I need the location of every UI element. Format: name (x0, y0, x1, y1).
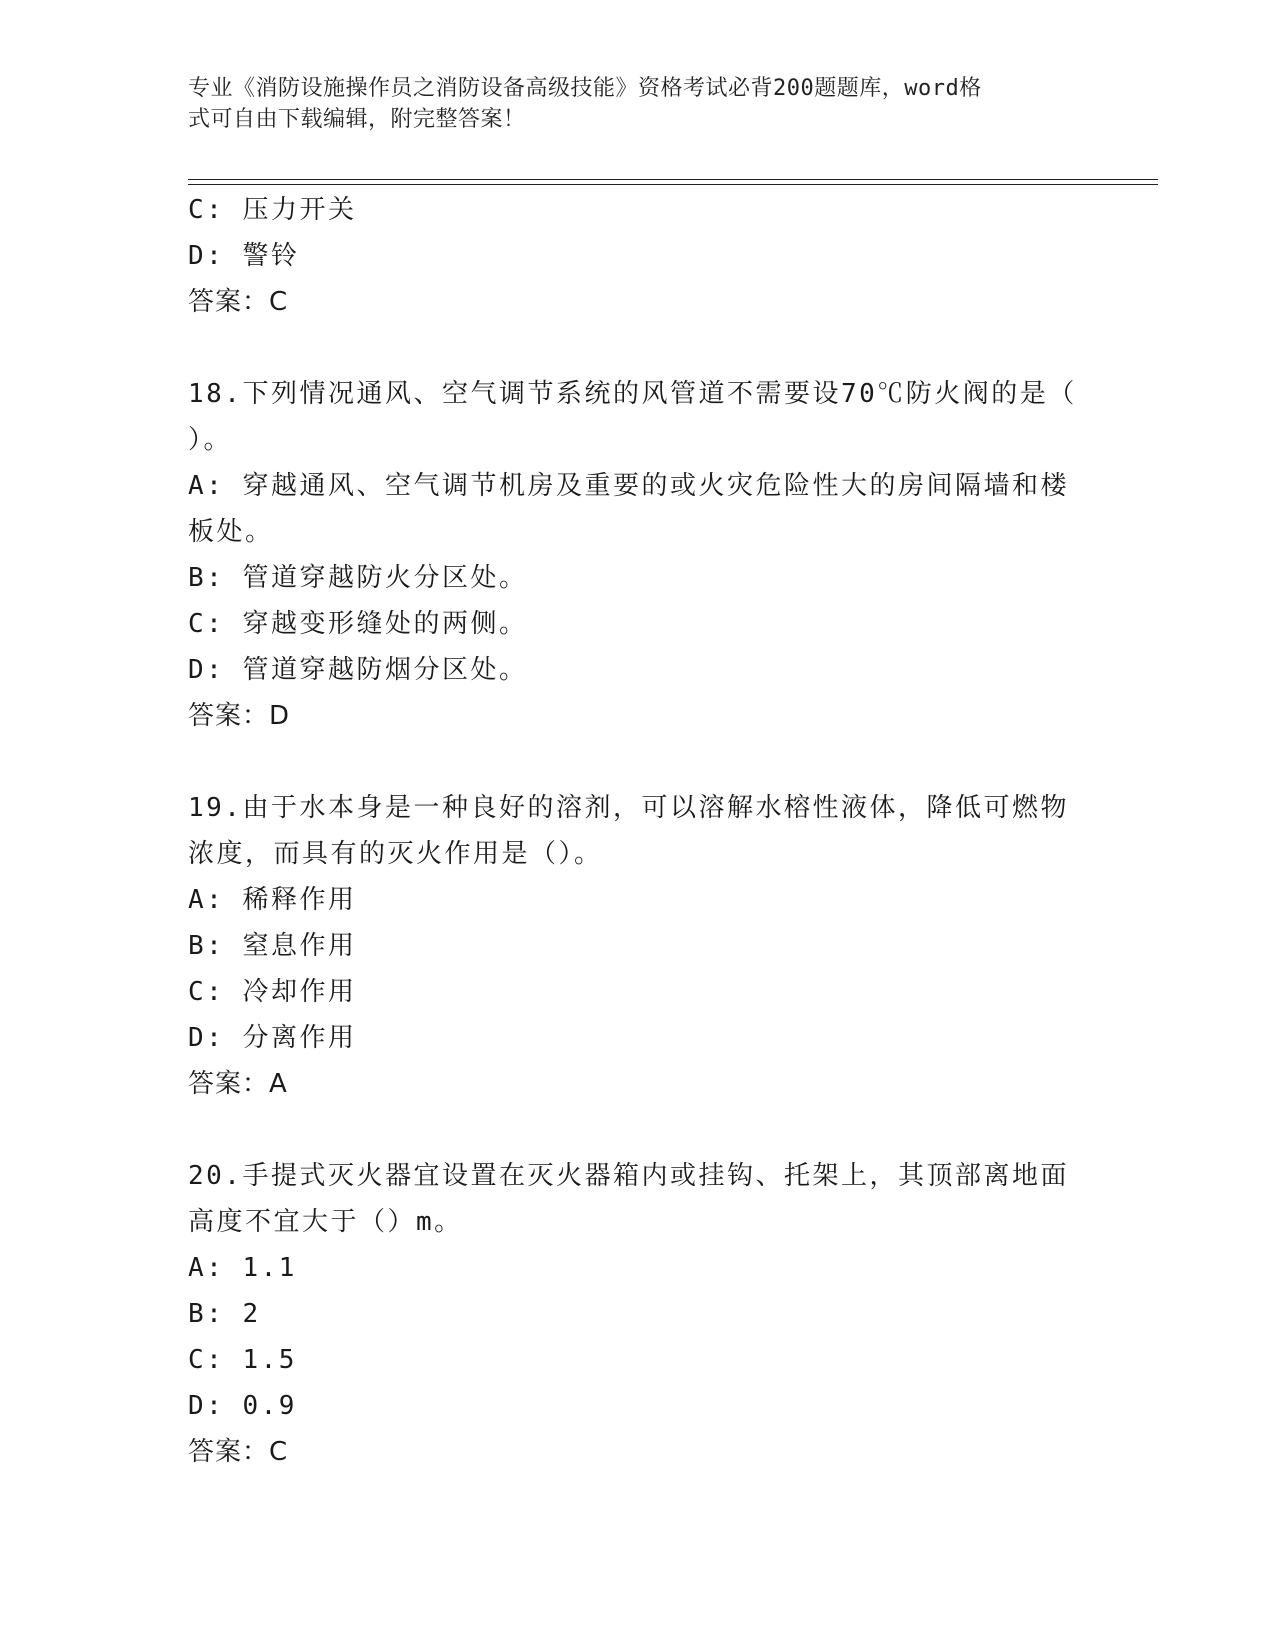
question-stem: 20.手提式灭火器宜设置在灭火器箱内或挂钩、托架上，其顶部离地面 (188, 1161, 1069, 1191)
option-c: C: 穿越变形缝处的两侧。 (188, 609, 528, 639)
question-20 (188, 1153, 1088, 1475)
option-a-continued: 板处。 (188, 517, 274, 547)
option-d: D: 管道穿越防烟分区处。 (188, 655, 528, 685)
answer: 答案：C (188, 1437, 289, 1467)
question-stem: 18.下列情况通风、空气调节系统的风管道不需要设70℃防火阀的是（ (188, 379, 1077, 409)
answer: 答案：D (188, 701, 291, 731)
option-b: B: 窒息作用 (188, 931, 357, 961)
answer: 答案：C (188, 287, 289, 317)
previous-question-tail (188, 187, 1088, 325)
page-header (188, 73, 1068, 135)
option-d: D: 分离作用 (188, 1023, 357, 1053)
question-stem: 19.由于水本身是一种良好的溶剂，可以溶解水榕性液体，降低可燃物 (188, 793, 1069, 823)
question-stem-continued: 高度不宜大于（）m。 (188, 1207, 463, 1237)
question-stem-continued: ）。 (188, 425, 233, 455)
header-line-2: 式可自由下载编辑，附完整答案！ (188, 107, 526, 132)
question-18 (188, 371, 1088, 739)
question-19 (188, 785, 1088, 1107)
document-body (188, 187, 1088, 1475)
option-d: D: 0.9 (188, 1391, 297, 1421)
spacer (188, 325, 1088, 371)
answer: 答案：A (188, 1069, 288, 1099)
option-b: B: 2 (188, 1299, 261, 1329)
option-b: B: 管道穿越防火分区处。 (188, 563, 528, 593)
header-line-1: 专业《消防设施操作员之消防设备高级技能》资格考试必背200题题库，word格 (188, 76, 982, 101)
option-c: C: 1.5 (188, 1345, 297, 1375)
option-a: A: 穿越通风、空气调节机房及重要的或火灾危险性大的房间隔墙和楼 (188, 471, 1069, 501)
header-divider (188, 179, 1158, 185)
option-c: C: 压力开关 (188, 195, 357, 225)
spacer (188, 739, 1088, 785)
option-a: A: 1.1 (188, 1253, 297, 1283)
question-stem-continued: 浓度，而具有的灭火作用是（）。 (188, 839, 603, 869)
option-c: C: 冷却作用 (188, 977, 357, 1007)
option-a: A: 稀释作用 (188, 885, 357, 915)
option-d: D: 警铃 (188, 241, 300, 271)
spacer (188, 1107, 1088, 1153)
